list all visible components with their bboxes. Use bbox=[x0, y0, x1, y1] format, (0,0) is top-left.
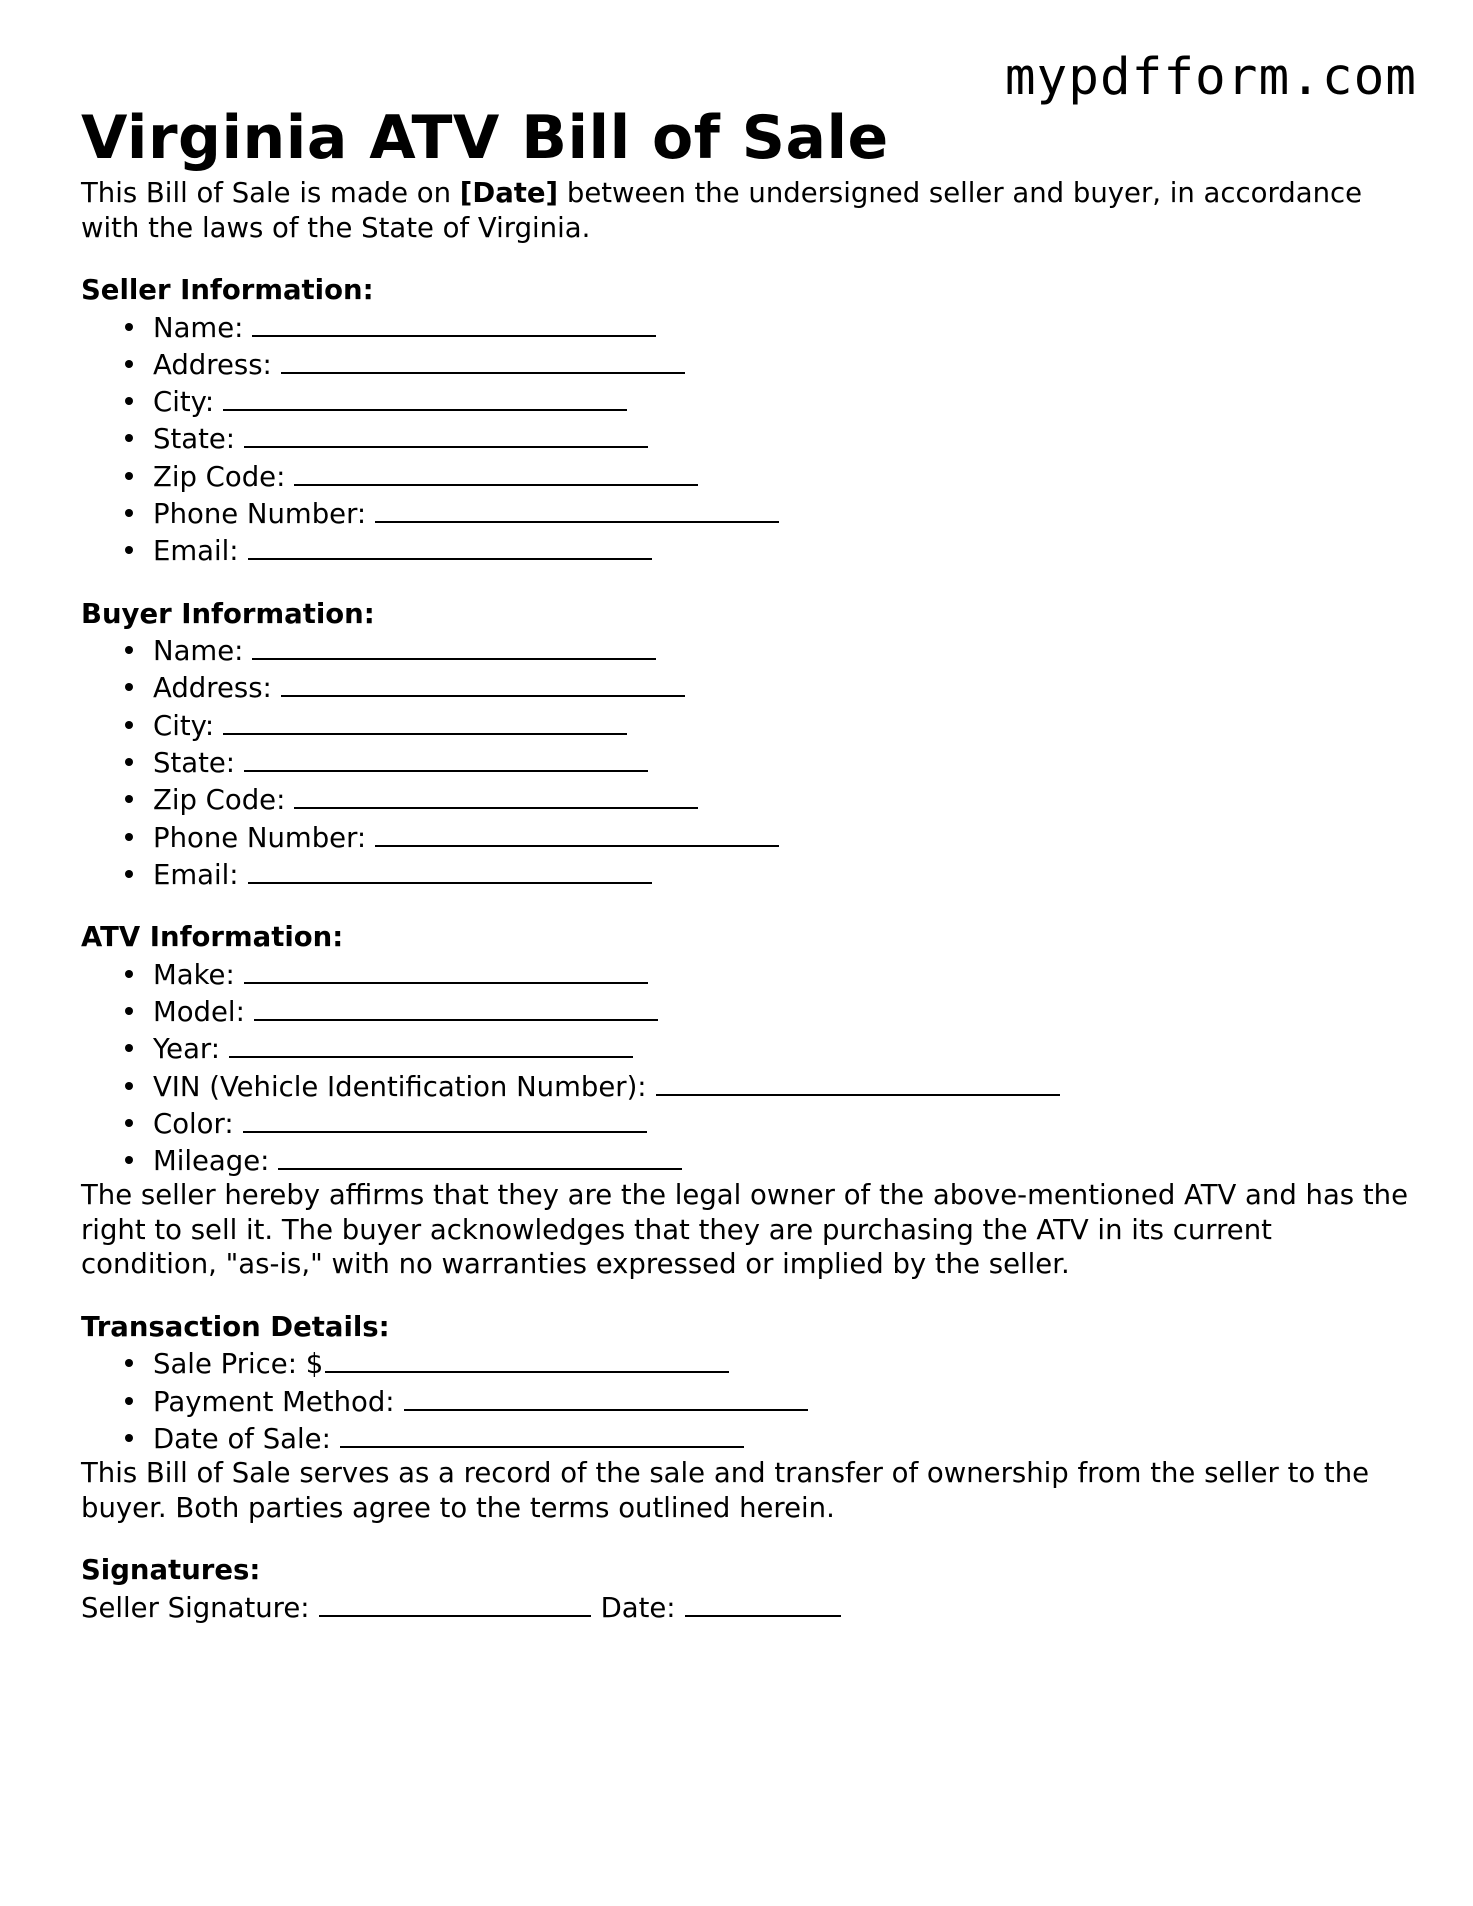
signatures-heading: Signatures: bbox=[81, 1554, 261, 1587]
record-paragraph: This Bill of Sale serves as a record of the sale and transfer of ownership from the seller to the buyer. Both parties agree to the terms outlined herein. bbox=[81, 1457, 1370, 1524]
field-label: Zip Code: bbox=[153, 784, 286, 817]
fill-in-blank[interactable] bbox=[294, 780, 698, 809]
field-label: Year: bbox=[153, 1033, 221, 1066]
seller-zip-field bbox=[153, 457, 1411, 494]
field-label: Zip Code: bbox=[153, 460, 286, 493]
affirmation-paragraph: The seller hereby affirms that they are the legal owner of the above-mentioned ATV and has the right to sell it. The buyer acknowledges that they are purchasing the ATV in its current condition, "as-is," with no warranties expressed or implied by the seller. bbox=[81, 1179, 1409, 1281]
buyer-name-field bbox=[153, 631, 1411, 668]
signature-date-blank[interactable] bbox=[685, 1588, 841, 1617]
field-label: Sale Price: $ bbox=[153, 1348, 324, 1381]
field-label: Model: bbox=[153, 995, 245, 1028]
atv-year-field bbox=[153, 1029, 1411, 1066]
fill-in-blank[interactable] bbox=[244, 419, 648, 448]
fill-in-blank[interactable] bbox=[252, 631, 656, 660]
seller-signature-blank[interactable] bbox=[319, 1588, 591, 1617]
fill-in-blank[interactable] bbox=[223, 706, 627, 735]
fill-in-blank[interactable] bbox=[281, 345, 685, 374]
date-placeholder: [Date] bbox=[459, 177, 559, 209]
fill-in-blank[interactable] bbox=[244, 743, 648, 772]
field-label: City: bbox=[153, 709, 215, 742]
atv-color-field bbox=[153, 1104, 1411, 1141]
intro-paragraph bbox=[81, 176, 1411, 245]
buyer-phone-field bbox=[153, 818, 1411, 855]
document-page bbox=[81, 100, 1411, 1625]
fill-in-blank[interactable] bbox=[278, 1141, 682, 1170]
field-label: Color: bbox=[153, 1107, 234, 1140]
field-label: City: bbox=[153, 386, 215, 419]
signature-date-label: Date: bbox=[600, 1591, 676, 1624]
sale-price-field bbox=[153, 1344, 1411, 1381]
fill-in-blank[interactable] bbox=[340, 1419, 744, 1448]
fill-in-blank[interactable] bbox=[223, 382, 627, 411]
buyer-fields bbox=[81, 631, 1411, 892]
field-label: Email: bbox=[153, 858, 239, 891]
seller-signature-line bbox=[81, 1588, 1411, 1626]
seller-address-field bbox=[153, 345, 1411, 382]
atv-model-field bbox=[153, 992, 1411, 1029]
fill-in-blank[interactable] bbox=[375, 818, 779, 847]
field-label: Date of Sale: bbox=[153, 1423, 331, 1456]
buyer-address-field bbox=[153, 668, 1411, 705]
date-of-sale-field bbox=[153, 1419, 1411, 1456]
seller-fields bbox=[81, 308, 1411, 569]
buyer-city-field bbox=[153, 706, 1411, 743]
field-label: Email: bbox=[153, 535, 239, 568]
field-label: Make: bbox=[153, 958, 235, 991]
field-label: Phone Number: bbox=[153, 821, 367, 854]
seller-name-field bbox=[153, 308, 1411, 345]
seller-heading: Seller Information: bbox=[81, 274, 374, 306]
atv-mileage-field bbox=[153, 1141, 1411, 1178]
seller-city-field bbox=[153, 382, 1411, 419]
intro-text-after: between the undersigned seller and buyer, in accordance with the laws of the State of Virginia. bbox=[81, 177, 1363, 244]
fill-in-blank[interactable] bbox=[248, 855, 652, 884]
field-label: State: bbox=[153, 423, 236, 456]
buyer-heading: Buyer Information: bbox=[81, 597, 375, 630]
payment-method-field bbox=[153, 1382, 1411, 1419]
field-label: Name: bbox=[153, 635, 244, 668]
fill-in-blank[interactable] bbox=[656, 1067, 1060, 1096]
atv-heading: ATV Information: bbox=[81, 921, 344, 954]
buyer-email-field bbox=[153, 855, 1411, 892]
field-label: Address: bbox=[153, 348, 272, 381]
seller-phone-field bbox=[153, 494, 1411, 531]
fill-in-blank[interactable] bbox=[252, 308, 656, 337]
fill-in-blank[interactable] bbox=[294, 457, 698, 486]
field-label: VIN (Vehicle Identification Number): bbox=[153, 1070, 647, 1103]
field-label: Payment Method: bbox=[153, 1385, 395, 1418]
transaction-heading: Transaction Details: bbox=[81, 1310, 390, 1343]
field-label: Mileage: bbox=[153, 1145, 270, 1178]
fill-in-blank[interactable] bbox=[243, 1104, 647, 1133]
field-label: Address: bbox=[153, 672, 272, 705]
fill-in-blank[interactable] bbox=[325, 1344, 729, 1373]
atv-fields bbox=[81, 955, 1411, 1179]
atv-make-field bbox=[153, 955, 1411, 992]
watermark: mypdfform.com bbox=[1004, 48, 1417, 107]
buyer-zip-field bbox=[153, 780, 1411, 817]
fill-in-blank[interactable] bbox=[248, 531, 652, 560]
seller-email-field bbox=[153, 531, 1411, 568]
seller-signature-label: Seller Signature: bbox=[81, 1591, 310, 1624]
fill-in-blank[interactable] bbox=[281, 668, 685, 697]
atv-vin-field bbox=[153, 1067, 1411, 1104]
field-label: Name: bbox=[153, 311, 244, 344]
fill-in-blank[interactable] bbox=[375, 494, 779, 523]
seller-state-field bbox=[153, 419, 1411, 456]
intro-text-before: This Bill of Sale is made on bbox=[81, 177, 460, 209]
field-label: State: bbox=[153, 746, 236, 779]
fill-in-blank[interactable] bbox=[229, 1029, 633, 1058]
buyer-state-field bbox=[153, 743, 1411, 780]
fill-in-blank[interactable] bbox=[244, 955, 648, 984]
field-label: Phone Number: bbox=[153, 497, 367, 530]
fill-in-blank[interactable] bbox=[254, 992, 658, 1021]
transaction-fields bbox=[81, 1344, 1411, 1456]
document-title: Virginia ATV Bill of Sale bbox=[81, 103, 889, 173]
fill-in-blank[interactable] bbox=[404, 1382, 808, 1411]
